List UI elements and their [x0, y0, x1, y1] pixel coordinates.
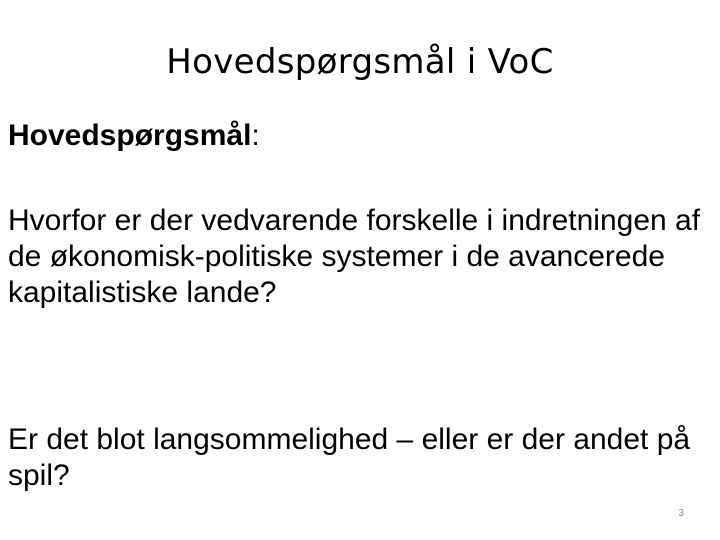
slide-title: Hovedspørgsmål i VoC [166, 42, 554, 82]
section-heading-text: Hovedspørgsmål [8, 119, 252, 152]
main-question-paragraph: Hvorfor er der vedvarende forskelle i indretningen af de økonomisk-politiske systemer i de avancerede kapitalistiske lande? [8, 204, 701, 309]
page-number: 3 [678, 508, 684, 519]
follow-up-question-paragraph: Er det blot langsommelighed – eller er der andet på spil? [8, 423, 691, 492]
section-heading-colon: : [251, 119, 260, 152]
section-heading [8, 118, 260, 154]
